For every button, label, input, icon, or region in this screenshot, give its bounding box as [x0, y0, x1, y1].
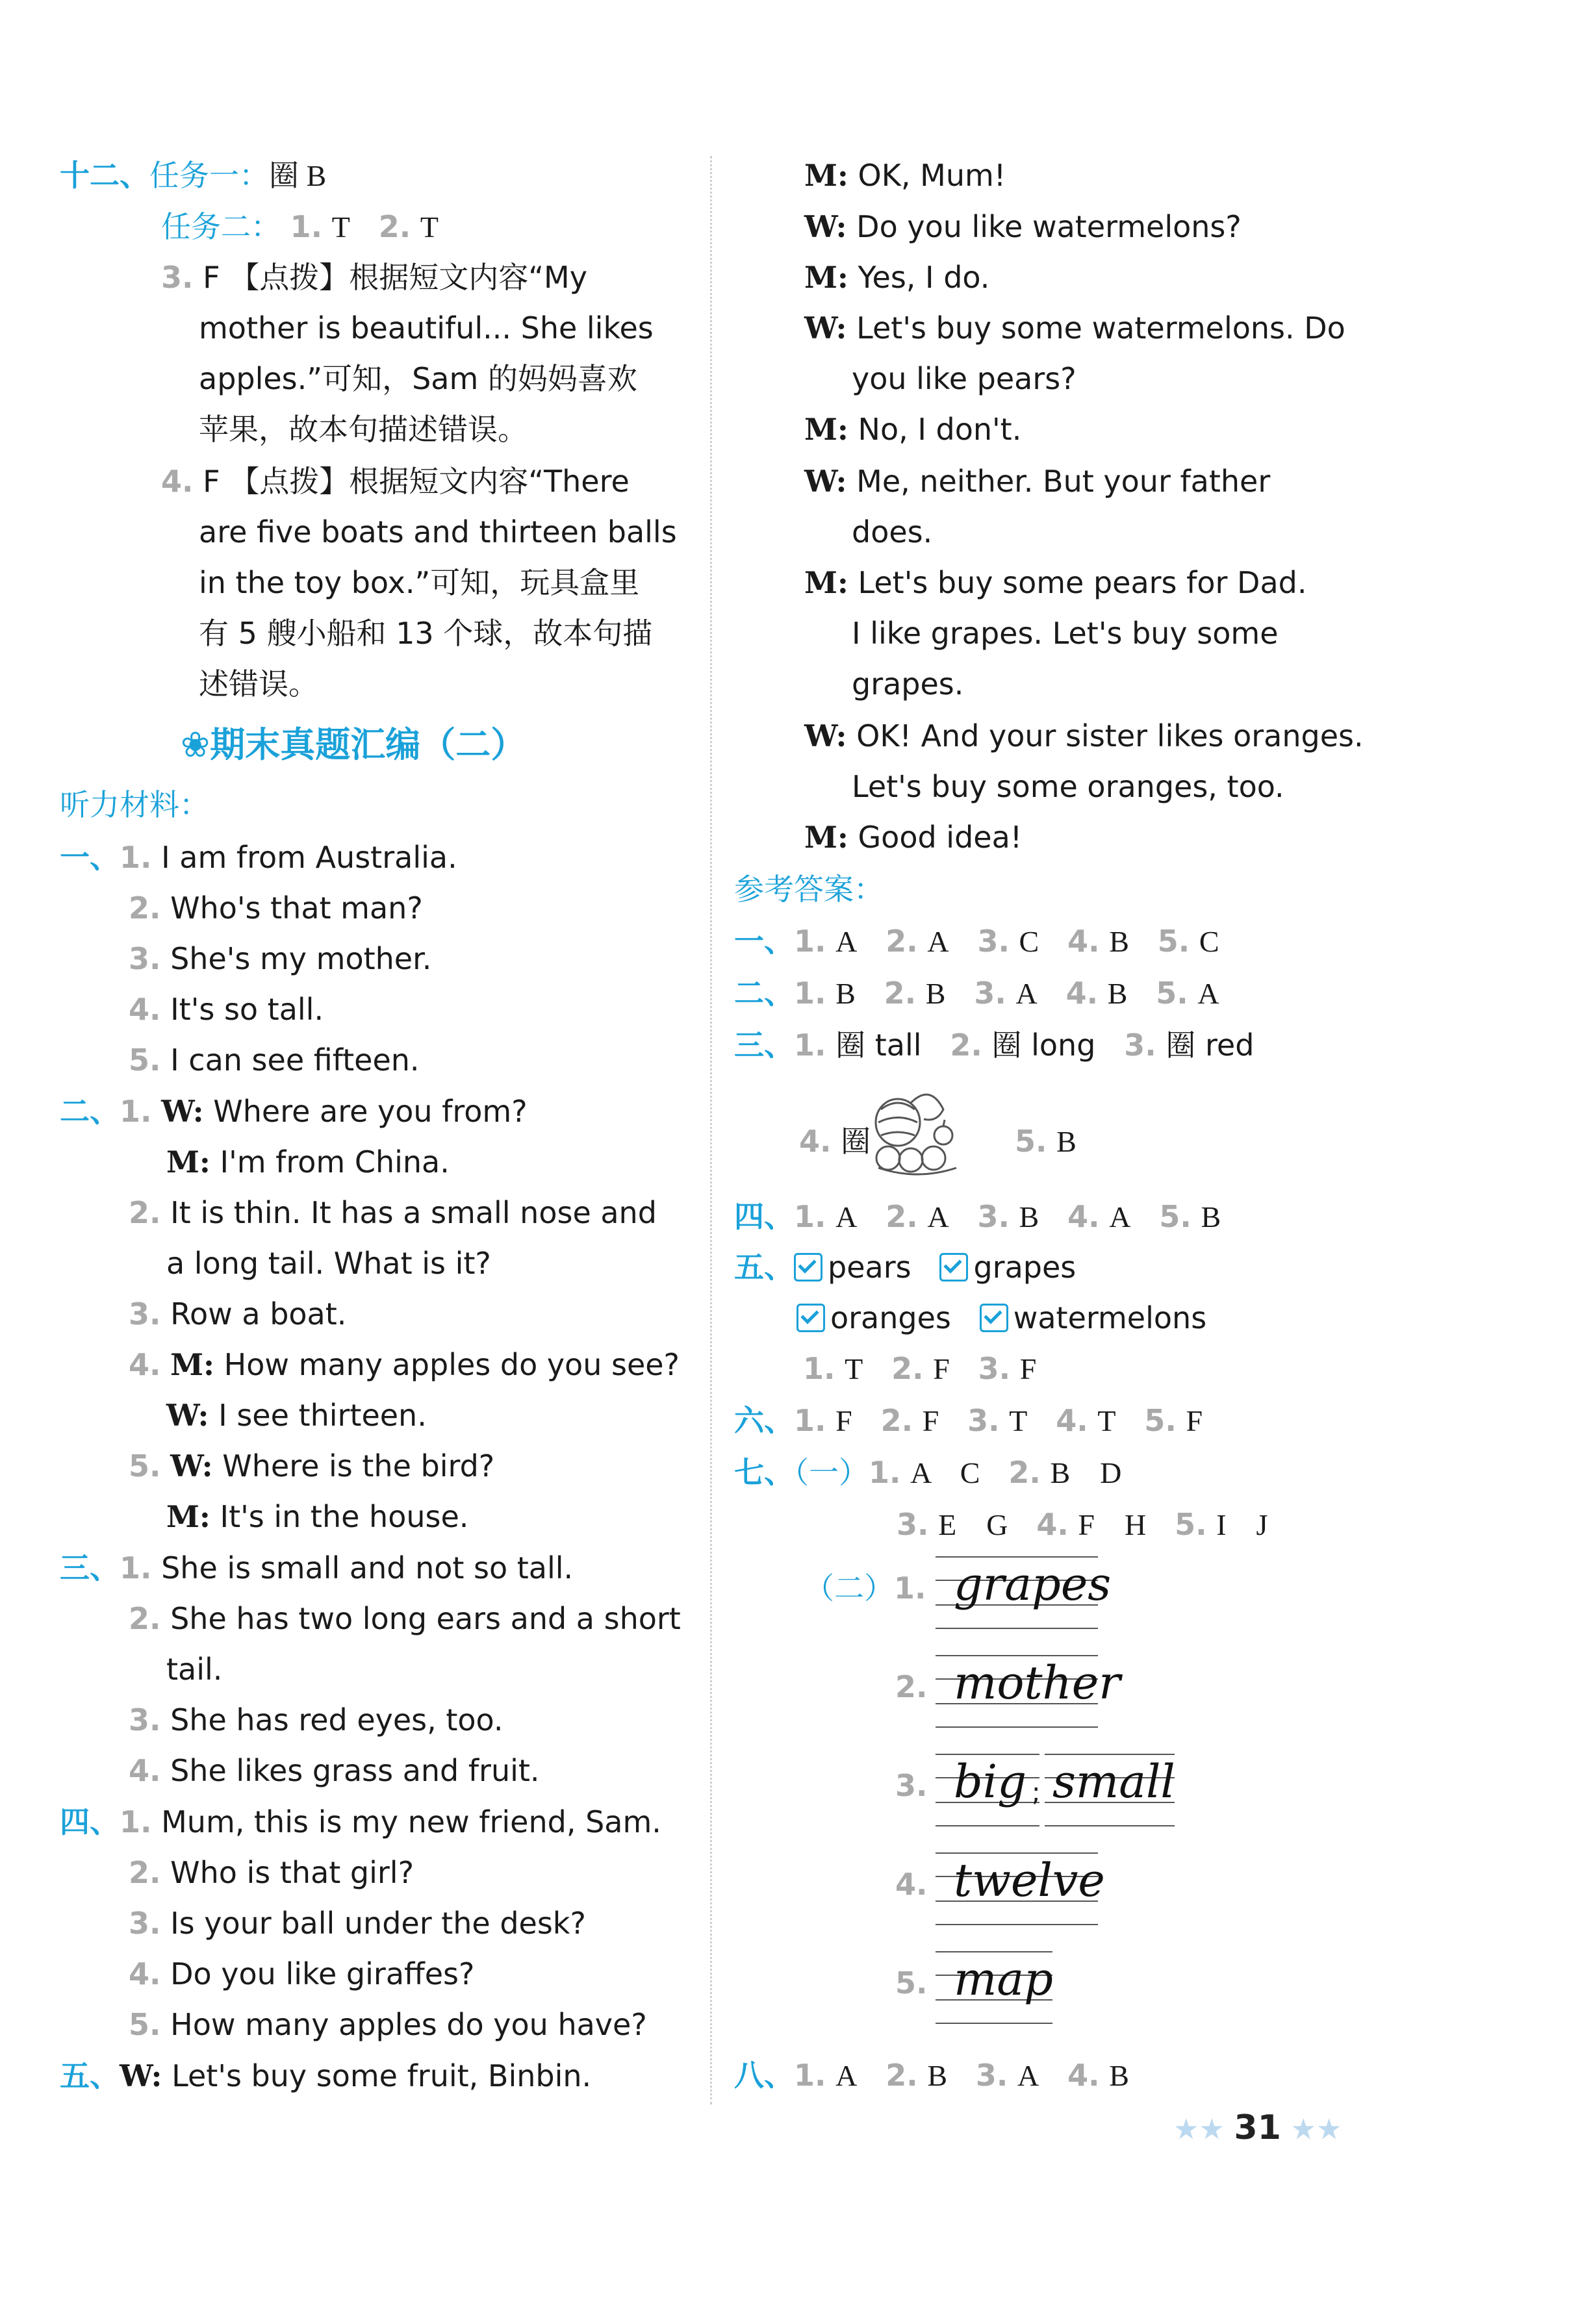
task-item-4-line3: in the toy box.”可知，玩具盒里	[199, 565, 640, 600]
section-12: 十二、任务一：圈 B	[60, 158, 327, 193]
p2-item1: 二、1. W: Where are you from?	[60, 1094, 528, 1129]
checkbox-icon	[939, 1253, 968, 1282]
ans-5-row3: 1. T 2. F 3. F	[803, 1351, 1037, 1386]
p3-item1: 三、1. She is small and not so tall.	[60, 1550, 574, 1585]
p4-item1: 四、1. Mum, this is my new friend, Sam.	[60, 1804, 661, 1839]
p1-item3: 3. She's my mother.	[129, 941, 432, 976]
checkbox-icon	[796, 1304, 825, 1332]
handwriting-twelve: twelve	[936, 1852, 1098, 1930]
ans-8: 八、1. A 2. B 3. A 4. B	[734, 2058, 1129, 2093]
column-divider	[710, 156, 712, 2104]
p2-item2-line2: a long tail. What is it?	[166, 1246, 491, 1281]
p1-item2: 2. Who's that man?	[129, 890, 423, 926]
task-item-3-line2: mother is beautiful... She likes	[199, 310, 654, 346]
task-item-3: 3. F 【点拨】根据短文内容“My	[161, 260, 587, 295]
answers-label: 参考答案：	[734, 872, 884, 907]
ans-5-row2: oranges watermelons	[796, 1303, 1206, 1333]
ans-1: 一、1. A 2. A 3. C 4. B 5. C	[734, 924, 1219, 959]
p2-item2: 2. It is thin. It has a small nose and	[129, 1195, 657, 1230]
p1-item4: 4. It's so tall.	[129, 992, 324, 1027]
ans-7-row1: 七、（一）1. A C 2. B D	[734, 1455, 1122, 1490]
section-heading: ❀期末真题汇编（二）	[181, 724, 526, 765]
handwriting-grapes: grapes	[936, 1556, 1098, 1634]
p4-item4: 4. Do you like giraffes?	[129, 1956, 475, 1991]
task-item-4-line2: are five boats and thirteen balls	[199, 514, 677, 549]
p3-item3: 3. She has red eyes, too.	[129, 1702, 503, 1737]
p4-item3: 3. Is your ball under the desk?	[129, 1906, 586, 1941]
ans-7-w3-num: 3.	[895, 1768, 928, 1803]
ans-2: 二、1. B 2. B 3. A 4. B 5. A	[734, 976, 1219, 1011]
dialog-line-7: W: Me, neither. But your father	[804, 464, 1271, 499]
dialog-line-2: W: Do you like watermelons?	[804, 209, 1242, 244]
p2-item4: 4. M: How many apples do you see?	[129, 1347, 680, 1382]
ans-7-row2: 3. E G 4. F H 5. I J	[897, 1507, 1268, 1542]
ans-7-w2-num: 2.	[895, 1669, 928, 1704]
handwriting-small: small	[1045, 1754, 1175, 1832]
dialog-line-9: M: Let's buy some pears for Dad.	[804, 565, 1307, 600]
p2-item1-reply: M: I'm from China.	[166, 1144, 450, 1180]
ans-4: 四、1. A 2. A 3. B 4. A 5. B	[734, 1199, 1221, 1234]
fruit-basket-icon	[872, 1083, 963, 1181]
dialog-line-10: I like grapes. Let's buy some	[852, 616, 1279, 651]
task-two: 任务二： 1. T 2. T	[161, 209, 439, 244]
p5-line1: 五、W: Let's buy some fruit, Binbin.	[60, 2058, 592, 2093]
p3-item2: 2. She has two long ears and a short	[129, 1601, 681, 1636]
ans-3-item4: 4. 圈	[799, 1124, 871, 1159]
dialog-line-12: W: OK! And your sister likes oranges.	[804, 718, 1364, 753]
task-item-3-line4: 苹果，故本句描述错误。	[199, 412, 528, 447]
ans-7-sub2: （二）1.	[804, 1571, 926, 1606]
star-icon: ★	[1290, 2113, 1316, 2146]
page-number: 31	[1234, 2108, 1281, 2147]
dialog-line-1: M: OK, Mum!	[804, 158, 1006, 193]
p2-item4-reply: W: I see thirteen.	[166, 1398, 427, 1433]
star-icon: ★	[1199, 2113, 1225, 2146]
dialog-line-4: W: Let's buy some watermelons. Do	[804, 310, 1345, 346]
ans-3-item5: 5. B	[1015, 1124, 1077, 1159]
p3-item2-line2: tail.	[166, 1652, 223, 1687]
dialog-line-6: M: No, I don't.	[804, 412, 1022, 447]
handwriting-map: map	[936, 1951, 1052, 2029]
word-separator: ;	[1032, 1778, 1041, 1808]
dialog-line-5: you like pears?	[852, 361, 1077, 396]
listening-label: 听力材料：	[60, 787, 209, 822]
dialog-line-13: Let's buy some oranges, too.	[852, 769, 1284, 804]
dialog-line-3: M: Yes, I do.	[804, 260, 990, 295]
task-item-4-line5: 述错误。	[199, 666, 318, 701]
p3-item4: 4. She likes grass and fruit.	[129, 1753, 540, 1788]
task-item-4: 4. F 【点拨】根据短文内容“There	[161, 464, 630, 499]
star-icon: ★	[1316, 2113, 1342, 2146]
star-icon: ★	[1173, 2113, 1199, 2146]
p4-item5: 5. How many apples do you have?	[129, 2007, 647, 2042]
dialog-line-14: M: Good idea!	[804, 820, 1023, 855]
handwriting-big: big	[936, 1754, 1039, 1832]
ans-7-w4-num: 4.	[895, 1867, 928, 1902]
p2-item3: 3. Row a boat.	[129, 1296, 347, 1332]
handwriting-mother: mother	[936, 1655, 1098, 1733]
paw-icon: ❀	[181, 724, 210, 765]
p1-item5: 5. I can see fifteen.	[129, 1042, 420, 1078]
p4-item2: 2. Who is that girl?	[129, 1855, 414, 1890]
ans-3: 三、1. 圈 tall 2. 圈 long 3. 圈 red	[734, 1028, 1255, 1063]
dialog-line-11: grapes.	[852, 666, 964, 701]
p2-item5: 5. W: Where is the bird?	[129, 1448, 495, 1484]
ans-7-w5-num: 5.	[895, 1965, 928, 2001]
task-item-4-line4: 有 5 艘小船和 13 个球，故本句描	[199, 616, 653, 651]
ans-6: 六、1. F 2. F 3. T 4. T 5. F	[734, 1403, 1203, 1438]
ans-5-row1: 五、 pears grapes	[734, 1250, 1077, 1285]
p2-item5-reply: M: It's in the house.	[166, 1499, 469, 1534]
page-number-footer	[1173, 2108, 1342, 2147]
task-item-3-line3: apples.”可知，Sam 的妈妈喜欢	[199, 361, 637, 396]
dialog-line-8: does.	[852, 514, 933, 549]
p1-item1: 一、1. I am from Australia.	[60, 840, 457, 875]
checkbox-icon	[980, 1304, 1008, 1332]
checkbox-icon	[794, 1253, 822, 1282]
